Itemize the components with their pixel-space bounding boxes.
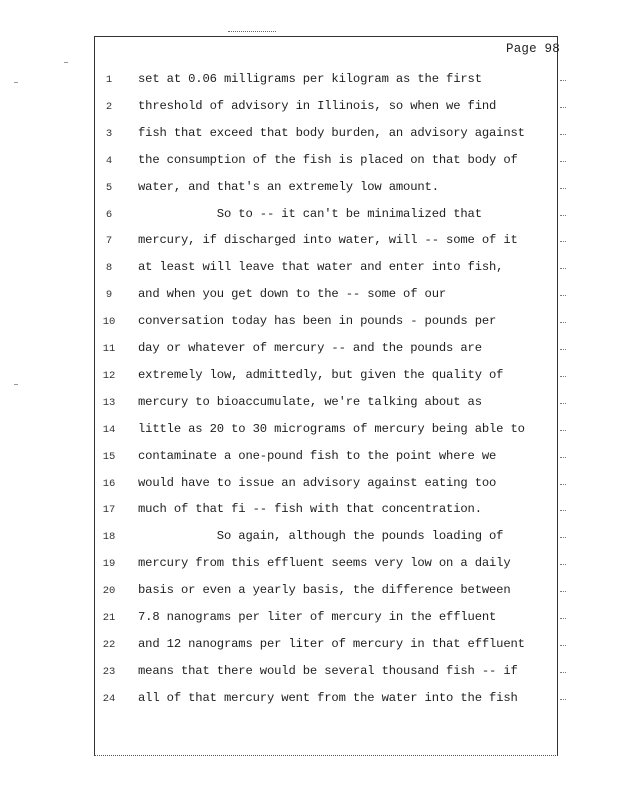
line-text: the consumption of the fish is placed on that body of	[138, 152, 518, 167]
line-number: 16	[102, 477, 116, 490]
margin-tick	[560, 537, 566, 539]
transcript-line	[0, 180, 618, 200]
line-number: 3	[105, 127, 113, 140]
margin-tick	[560, 510, 566, 512]
line-number: 1	[105, 74, 113, 86]
transcript-line	[0, 422, 618, 442]
transcript-line	[0, 637, 618, 657]
transcript-line	[0, 153, 618, 173]
line-number: 21	[102, 612, 116, 624]
margin-tick	[560, 484, 566, 486]
margin-tick	[560, 699, 566, 701]
line-text: and 12 nanograms per liter of mercury in that effluent	[138, 636, 525, 651]
transcript-line	[0, 502, 618, 522]
line-number: 12	[102, 369, 116, 382]
line-number: 11	[102, 343, 116, 355]
margin-tick	[560, 161, 566, 163]
line-text: So to -- it can't be minimalized that	[138, 206, 482, 221]
line-number: 20	[102, 585, 116, 598]
margin-tick	[560, 403, 566, 405]
transcript-line	[0, 476, 618, 496]
line-number: 23	[102, 665, 116, 678]
line-number: 24	[102, 692, 116, 705]
margin-tick	[560, 430, 566, 432]
line-text: set at 0.06 milligrams per kilogram as the first	[138, 72, 482, 86]
margin-tick	[560, 188, 566, 190]
margin-tick	[560, 564, 566, 566]
transcript-line	[0, 287, 618, 307]
line-text: day or whatever of mercury -- and the pounds are	[138, 341, 482, 355]
line-text: conversation today has been in pounds - pounds per	[138, 314, 497, 329]
line-number: 15	[102, 450, 116, 463]
transcript-line	[0, 233, 618, 253]
transcript-line	[0, 126, 618, 146]
line-number: 18	[102, 531, 116, 544]
transcript-line	[0, 664, 618, 684]
line-text: So again, although the pounds loading of	[138, 529, 504, 544]
margin-tick	[560, 268, 566, 270]
line-number: 9	[105, 289, 113, 302]
line-text: fish that exceed that body burden, an advisory against	[138, 125, 525, 140]
transcript-line	[0, 610, 618, 630]
line-text: contaminate a one-pound fish to the point where we	[138, 448, 497, 463]
line-text: 7.8 nanograms per liter of mercury in the effluent	[138, 610, 497, 624]
line-text: much of that fi -- fish with that concentration.	[138, 502, 482, 517]
transcript-line	[0, 368, 618, 388]
margin-tick	[560, 349, 566, 351]
margin-tick	[560, 618, 566, 620]
line-number: 14	[102, 423, 116, 436]
line-text: would have to issue an advisory against eating too	[138, 475, 497, 490]
line-text: basis or even a yearly basis, the difference between	[138, 583, 511, 598]
transcript-line	[0, 341, 618, 361]
margin-tick	[560, 376, 566, 378]
line-number: 10	[102, 316, 116, 329]
line-number: 19	[102, 558, 116, 571]
line-number: 7	[105, 235, 113, 248]
transcript-line	[0, 583, 618, 603]
line-text: mercury to bioaccumulate, we're talking about as	[138, 394, 482, 409]
transcript-line	[0, 207, 618, 227]
line-number: 22	[102, 638, 116, 651]
margin-tick	[560, 80, 566, 82]
page-number: Page 98	[506, 42, 560, 56]
line-number: 13	[102, 396, 116, 409]
margin-tick	[560, 215, 566, 217]
transcript-line	[0, 99, 618, 119]
line-text: threshold of advisory in Illinois, so when we find	[138, 98, 497, 113]
transcript-line	[0, 72, 618, 92]
line-text: little as 20 to 30 micrograms of mercury being able to	[138, 421, 525, 436]
line-text: at least will leave that water and enter into fish,	[138, 260, 504, 275]
margin-tick	[560, 645, 566, 647]
margin-tick	[560, 241, 566, 243]
margin-tick	[560, 134, 566, 136]
margin-tick	[560, 295, 566, 297]
margin-tick	[560, 457, 566, 459]
transcript-line	[0, 529, 618, 549]
line-text: means that there would be several thousand fish -- if	[138, 663, 518, 678]
transcript-line	[0, 260, 618, 280]
margin-tick	[560, 672, 566, 674]
line-text: and when you get down to the -- some of our	[138, 287, 447, 302]
line-text: all of that mercury went from the water into the fish	[138, 690, 518, 705]
transcript-line	[0, 556, 618, 576]
line-text: mercury, if discharged into water, will -- some of it	[138, 233, 518, 248]
line-number: 4	[105, 154, 113, 167]
transcript-line	[0, 314, 618, 334]
line-text: water, and that's an extremely low amount.	[138, 179, 439, 194]
line-number: 2	[105, 100, 113, 113]
margin-tick	[560, 107, 566, 109]
line-number: 17	[102, 504, 116, 517]
line-text: extremely low, admittedly, but given the quality of	[138, 367, 504, 382]
margin-tick	[560, 591, 566, 593]
transcript-line	[0, 449, 618, 469]
line-text: mercury from this effluent seems very low on a daily	[138, 556, 511, 571]
line-number: 5	[105, 181, 113, 194]
margin-tick	[560, 322, 566, 324]
transcript-line	[0, 691, 618, 711]
line-number: 6	[105, 208, 113, 221]
transcript-line	[0, 395, 618, 415]
line-number: 8	[105, 262, 113, 275]
